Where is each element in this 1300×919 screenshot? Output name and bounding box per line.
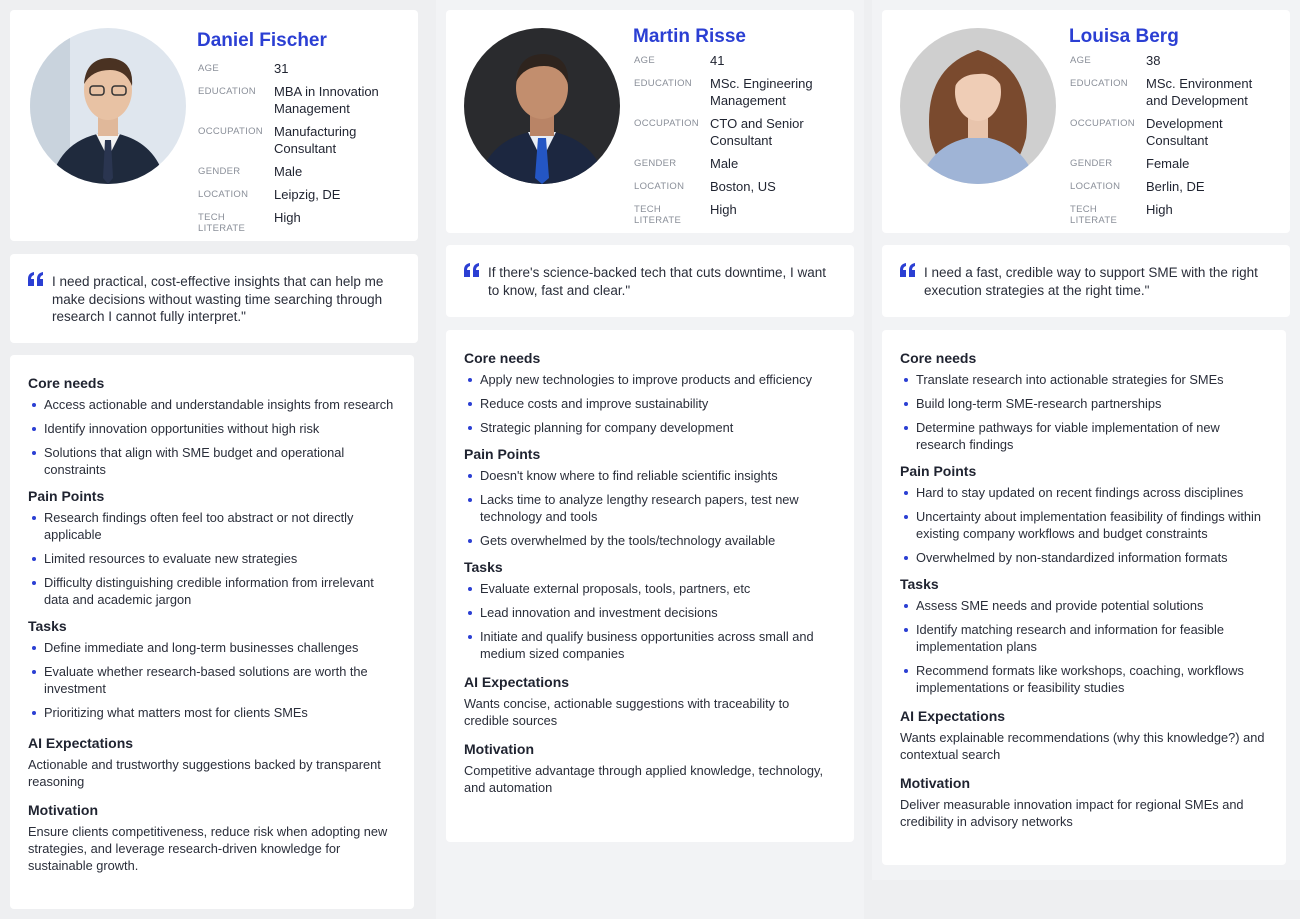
list-item: Recommend formats like workshops, coaching, workflows implementations or feasibility studies	[900, 662, 1268, 696]
persona-quote: I need practical, cost-effective insights that can help me make decisions without wasting time searching through research I cannot fully interpret."	[52, 274, 384, 324]
list-item: Translate research into actionable strategies for SMEs	[900, 371, 1268, 388]
tech-literate-label: TECH LITERATE	[634, 204, 682, 226]
occupation-label: OCCUPATION	[634, 118, 699, 129]
tasks-heading: Tasks	[464, 559, 503, 575]
persona-quote: If there's science-backed tech that cuts downtime, I want to know, fast and clear."	[488, 265, 826, 298]
list-item: Research findings often feel too abstract or not directly applicable	[28, 509, 396, 543]
portrait-icon	[900, 28, 1056, 184]
list-item: Access actionable and understandable insights from research	[28, 396, 396, 413]
persona-name: Louisa Berg	[1069, 26, 1179, 47]
tasks-list	[464, 580, 836, 662]
education-label: EDUCATION	[634, 78, 692, 89]
tasks-heading: Tasks	[900, 576, 939, 592]
age-label: AGE	[1070, 55, 1091, 66]
list-item: Identify matching research and information for feasible implementation plans	[900, 621, 1268, 655]
list-item: Lacks time to analyze lengthy research papers, test new technology and tools	[464, 491, 836, 525]
persona-details	[1070, 52, 1274, 226]
occupation-label: OCCUPATION	[198, 126, 263, 137]
occupation-label: OCCUPATION	[1070, 118, 1135, 129]
avatar	[30, 28, 186, 184]
quote-card-martin	[446, 245, 854, 317]
gender-value: Male	[710, 156, 739, 171]
persona-quote: I need a fast, credible way to support SME with the right execution strategies at the right time."	[924, 265, 1258, 298]
list-item: Identify innovation opportunities without high risk	[28, 420, 396, 437]
age-value: 31	[274, 61, 289, 76]
occupation-value: Development Consultant	[1146, 116, 1223, 148]
location-value: Berlin, DE	[1146, 179, 1205, 194]
list-item: Solutions that align with SME budget and operational constraints	[28, 444, 396, 478]
list-item: Assess SME needs and provide potential solutions	[900, 597, 1268, 614]
persona-name: Martin Risse	[633, 26, 746, 47]
list-item: Evaluate whether research-based solutions are worth the investment	[28, 663, 396, 697]
core-needs-list	[900, 371, 1268, 453]
location-label: LOCATION	[1070, 181, 1121, 192]
list-item: Strategic planning for company development	[464, 419, 836, 436]
ai-expectations-text: Wants concise, actionable suggestions with traceability to credible sources	[464, 696, 790, 728]
location-label: LOCATION	[198, 189, 249, 200]
tech-literate-value: High	[1146, 202, 1173, 217]
education-label: EDUCATION	[1070, 78, 1128, 89]
profile-card-daniel	[10, 10, 418, 241]
location-value: Boston, US	[710, 179, 776, 194]
gender-label: GENDER	[634, 158, 677, 169]
motivation-heading: Motivation	[464, 741, 534, 757]
age-label: AGE	[198, 63, 219, 74]
list-item: Lead innovation and investment decisions	[464, 604, 836, 621]
details-content	[900, 350, 1268, 830]
list-item: Uncertainty about implementation feasibility of findings within existing company workflows and budget constraints	[900, 508, 1268, 542]
gender-label: GENDER	[1070, 158, 1113, 169]
occupation-value: CTO and Senior Consultant	[710, 116, 804, 148]
persona-details	[634, 52, 838, 226]
profile-card-martin	[446, 10, 854, 233]
ai-expectations-text: Actionable and trustworthy suggestions backed by transparent reasoning	[28, 757, 381, 789]
list-item: Apply new technologies to improve products and efficiency	[464, 371, 836, 388]
list-item: Determine pathways for viable implementation of new research findings	[900, 419, 1268, 453]
location-label: LOCATION	[634, 181, 685, 192]
tech-literate-label: TECH LITERATE	[198, 212, 246, 234]
gender-value: Female	[1146, 156, 1190, 171]
tasks-list	[900, 597, 1268, 696]
tech-literate-label: TECH LITERATE	[1070, 204, 1118, 226]
persona-details	[198, 60, 402, 234]
list-item: Doesn't know where to find reliable scientific insights	[464, 467, 836, 484]
occupation-value: Manufacturing Consultant	[274, 124, 357, 156]
pain-points-list	[28, 509, 396, 608]
age-value: 38	[1146, 53, 1161, 68]
details-content	[28, 375, 396, 874]
motivation-heading: Motivation	[28, 802, 98, 818]
details-card-martin	[446, 330, 854, 842]
list-item: Difficulty distinguishing credible information from irrelevant data and academic jargon	[28, 574, 396, 608]
location-value: Leipzig, DE	[274, 187, 341, 202]
quote-card-daniel	[10, 254, 418, 343]
education-value: MSc. Engineering Management	[710, 76, 813, 108]
quote-card-louisa	[882, 245, 1290, 317]
core-needs-heading: Core needs	[900, 350, 977, 366]
ai-expectations-text: Wants explainable recommendations (why this knowledge?) and contextual search	[900, 730, 1265, 762]
list-item: Build long-term SME-research partnerships	[900, 395, 1268, 412]
list-item: Initiate and qualify business opportunities across small and medium sized companies	[464, 628, 836, 662]
list-item: Gets overwhelmed by the tools/technology available	[464, 532, 836, 549]
list-item: Prioritizing what matters most for clients SMEs	[28, 704, 396, 721]
pain-points-list	[900, 484, 1268, 566]
list-item: Limited resources to evaluate new strategies	[28, 550, 396, 567]
motivation-heading: Motivation	[900, 775, 970, 791]
core-needs-heading: Core needs	[28, 375, 105, 391]
age-value: 41	[710, 53, 725, 68]
education-value: MSc. Environment and Development	[1146, 76, 1253, 108]
list-item: Hard to stay updated on recent findings across disciplines	[900, 484, 1268, 501]
list-item: Overwhelmed by non-standardized information formats	[900, 549, 1268, 566]
persona-name: Daniel Fischer	[197, 30, 327, 51]
tasks-heading: Tasks	[28, 618, 67, 634]
quote-icon	[464, 263, 480, 277]
list-item: Reduce costs and improve sustainability	[464, 395, 836, 412]
pain-points-heading: Pain Points	[28, 488, 105, 504]
motivation-text: Competitive advantage through applied knowledge, technology, and automation	[464, 763, 824, 795]
core-needs-heading: Core needs	[464, 350, 541, 366]
list-item: Define immediate and long-term businesses challenges	[28, 639, 396, 656]
tech-literate-value: High	[274, 210, 301, 225]
motivation-text: Ensure clients competitiveness, reduce risk when adopting new strategies, and leverage research-driven knowledge for sustainable growth.	[28, 824, 388, 873]
list-item: Evaluate external proposals, tools, partners, etc	[464, 580, 836, 597]
details-card-daniel	[10, 355, 414, 909]
ai-expectations-heading: AI Expectations	[900, 708, 1006, 724]
avatar	[900, 28, 1056, 184]
avatar	[464, 28, 620, 184]
portrait-icon	[464, 28, 620, 184]
core-needs-list	[464, 371, 836, 436]
gender-label: GENDER	[198, 166, 241, 177]
education-label: EDUCATION	[198, 86, 256, 97]
tasks-list	[28, 639, 396, 721]
details-content	[464, 350, 836, 796]
quote-icon	[28, 272, 44, 286]
tech-literate-value: High	[710, 202, 737, 217]
details-card-louisa	[882, 330, 1286, 865]
age-label: AGE	[634, 55, 655, 66]
profile-card-louisa	[882, 10, 1290, 233]
gender-value: Male	[274, 164, 303, 179]
pain-points-heading: Pain Points	[900, 463, 977, 479]
core-needs-list	[28, 396, 396, 478]
quote-icon	[900, 263, 916, 277]
education-value: MBA in Innovation Management	[274, 84, 379, 116]
pain-points-list	[464, 467, 836, 549]
pain-points-heading: Pain Points	[464, 446, 541, 462]
portrait-icon	[30, 28, 186, 184]
motivation-text: Deliver measurable innovation impact for regional SMEs and credibility in advisory networks	[900, 797, 1244, 829]
ai-expectations-heading: AI Expectations	[464, 674, 570, 690]
ai-expectations-heading: AI Expectations	[28, 735, 134, 751]
